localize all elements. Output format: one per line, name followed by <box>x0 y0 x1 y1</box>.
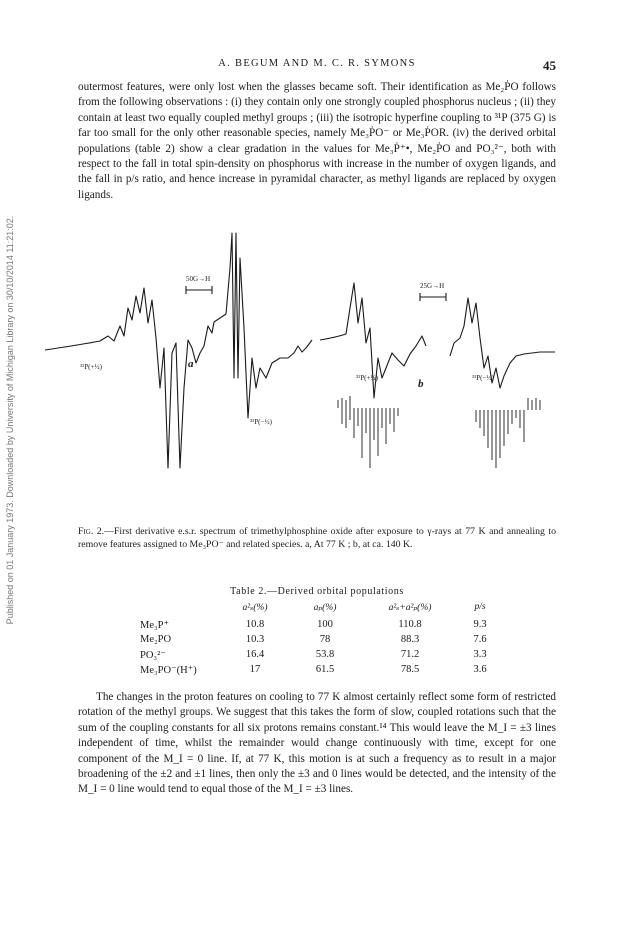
table-cell: 53.8 <box>315 649 335 660</box>
table-cell: Me₂PO <box>140 634 172 645</box>
spectrum-b-right <box>450 298 555 388</box>
table-header-cell: p/s <box>474 602 486 612</box>
table-cell: 9.3 <box>473 619 487 630</box>
spectrum-a-trace <box>45 288 214 468</box>
scale-bar-b <box>420 293 446 301</box>
table-cell: 17 <box>249 664 261 675</box>
table-cell: PO₃²⁻ <box>140 650 166 661</box>
table-header-cell: a²ₛ(%) <box>242 603 268 613</box>
scale-bar-a <box>186 286 212 294</box>
table-cell: 10.8 <box>245 619 265 630</box>
table-row <box>140 664 510 678</box>
table-cell: 3.6 <box>473 664 487 675</box>
table-cell: 78.5 <box>400 664 420 675</box>
table-row <box>140 634 510 648</box>
table-cell: Me₃PO⁻(H⁺) <box>140 665 197 676</box>
figure-caption-text: —First derivative e.s.r. spectrum of trimethylphosphine oxide after exposure to γ-rays at 77 K and annealing to remove features assigned to Me₃PO⁻ and related species. a, At 77 K ; b, at ca. 140 K. <box>78 526 556 550</box>
esr-spectrum-figure <box>40 228 590 518</box>
paragraph-2: The changes in the proton features on cooling to 77 K almost certainly reflect some form of restricted rotation of the methyl groups. We suggest that this takes the form of slow, coupled rotations such that the sum of the coupling constants for all six protons remains constant.¹⁴ This would leave the M_I = ±3 lines independent of time, whilst the remainder would change continuously with time, except for one component of the M_I = 0 line. If, at 77 K, this motion is at such a frequency as to result in a major broadening of the ±2 and ±1 lines, then only the ±3 and 0 lines would be detected, and the intensity of the M_I = 0 line would tend to equal those of the M_I = ±3 lines. <box>78 691 556 796</box>
page-number: 45 <box>543 58 556 73</box>
table-cell: 10.3 <box>245 634 265 645</box>
spectrum-a-center <box>214 233 312 418</box>
label-a-left: ³¹P(+½) <box>80 363 102 371</box>
table-cell: 110.8 <box>398 619 422 630</box>
running-head: A. BEGUM AND M. C. R. SYMONS <box>218 58 416 69</box>
table-cell: 88.3 <box>400 634 420 645</box>
label-b-left: ³¹P(+½) <box>356 374 378 382</box>
table-header-cell: a²ₛ+a²ₚ(%) <box>388 603 432 613</box>
table-cell: 71.2 <box>400 649 420 660</box>
table-cell: 100 <box>317 619 333 630</box>
stick-diagram-b-right <box>476 410 524 468</box>
publication-side-note <box>3 120 17 720</box>
stick-diagram-b-top-right <box>528 398 540 410</box>
figure-caption <box>78 525 556 551</box>
spectrum-label-a: a <box>188 358 194 370</box>
table-title: Table 2.—Derived orbital populations <box>230 586 404 597</box>
paragraph-1: outermost features, were only lost when the glasses became soft. Their identification as Me₂ṖO follows from the following observations : (i) they contain only one strongly coupled phosphorus nucleus ; (ii) they contain at least two equally coupled methyl groups ; (iii) the isotropic hyperfine coupling to ³¹P (375 G) is far too small for the only other reasonable species, namely Me₃ṖO⁻ or Me₃ṖOR. (iv) the derived orbital populations (table 2) show a clear gradation in the values for Me₃Ṗ⁺•, Me₂ṖO and PO₃²⁻, both with respect to the fall in total spin-density on phosphorus with increase in the number of oxygen ligands, and the fall in p/s ratio, and hence increase in pyramidal character, as methyl ligands are replaced by oxygen ligands. <box>78 81 556 201</box>
scale-label-a: 50G→H <box>186 275 211 283</box>
label-b-right: ³¹P(−½) <box>472 374 494 382</box>
esr-spectrum-plot <box>40 228 590 518</box>
figure-caption-prefix: Fig. 2. <box>78 526 105 537</box>
side-note-text: Published on 01 January 1973. Downloaded by University of Michigan Library on 30/10/2014 11:21:02. <box>5 215 15 625</box>
table-row <box>140 649 510 663</box>
stick-diagram-b-left <box>342 408 398 468</box>
scale-label-b: 25G→H <box>420 282 445 290</box>
page-header <box>78 58 556 76</box>
label-a-right: ³¹P(−½) <box>250 418 272 426</box>
table-row <box>140 619 510 633</box>
stick-diagram-b-top-left <box>338 396 350 408</box>
spectrum-label-b: b <box>418 378 424 390</box>
table-cell: 7.6 <box>473 634 487 645</box>
table-cell: 78 <box>319 634 331 645</box>
table-header-cell: aₚ(%) <box>313 603 337 613</box>
table-cell: 16.4 <box>245 649 265 660</box>
table-header-row <box>140 602 510 616</box>
table-cell: 61.5 <box>315 664 335 675</box>
table-cell: Me₃P⁺ <box>140 620 170 631</box>
table-cell: 3.3 <box>473 649 487 660</box>
